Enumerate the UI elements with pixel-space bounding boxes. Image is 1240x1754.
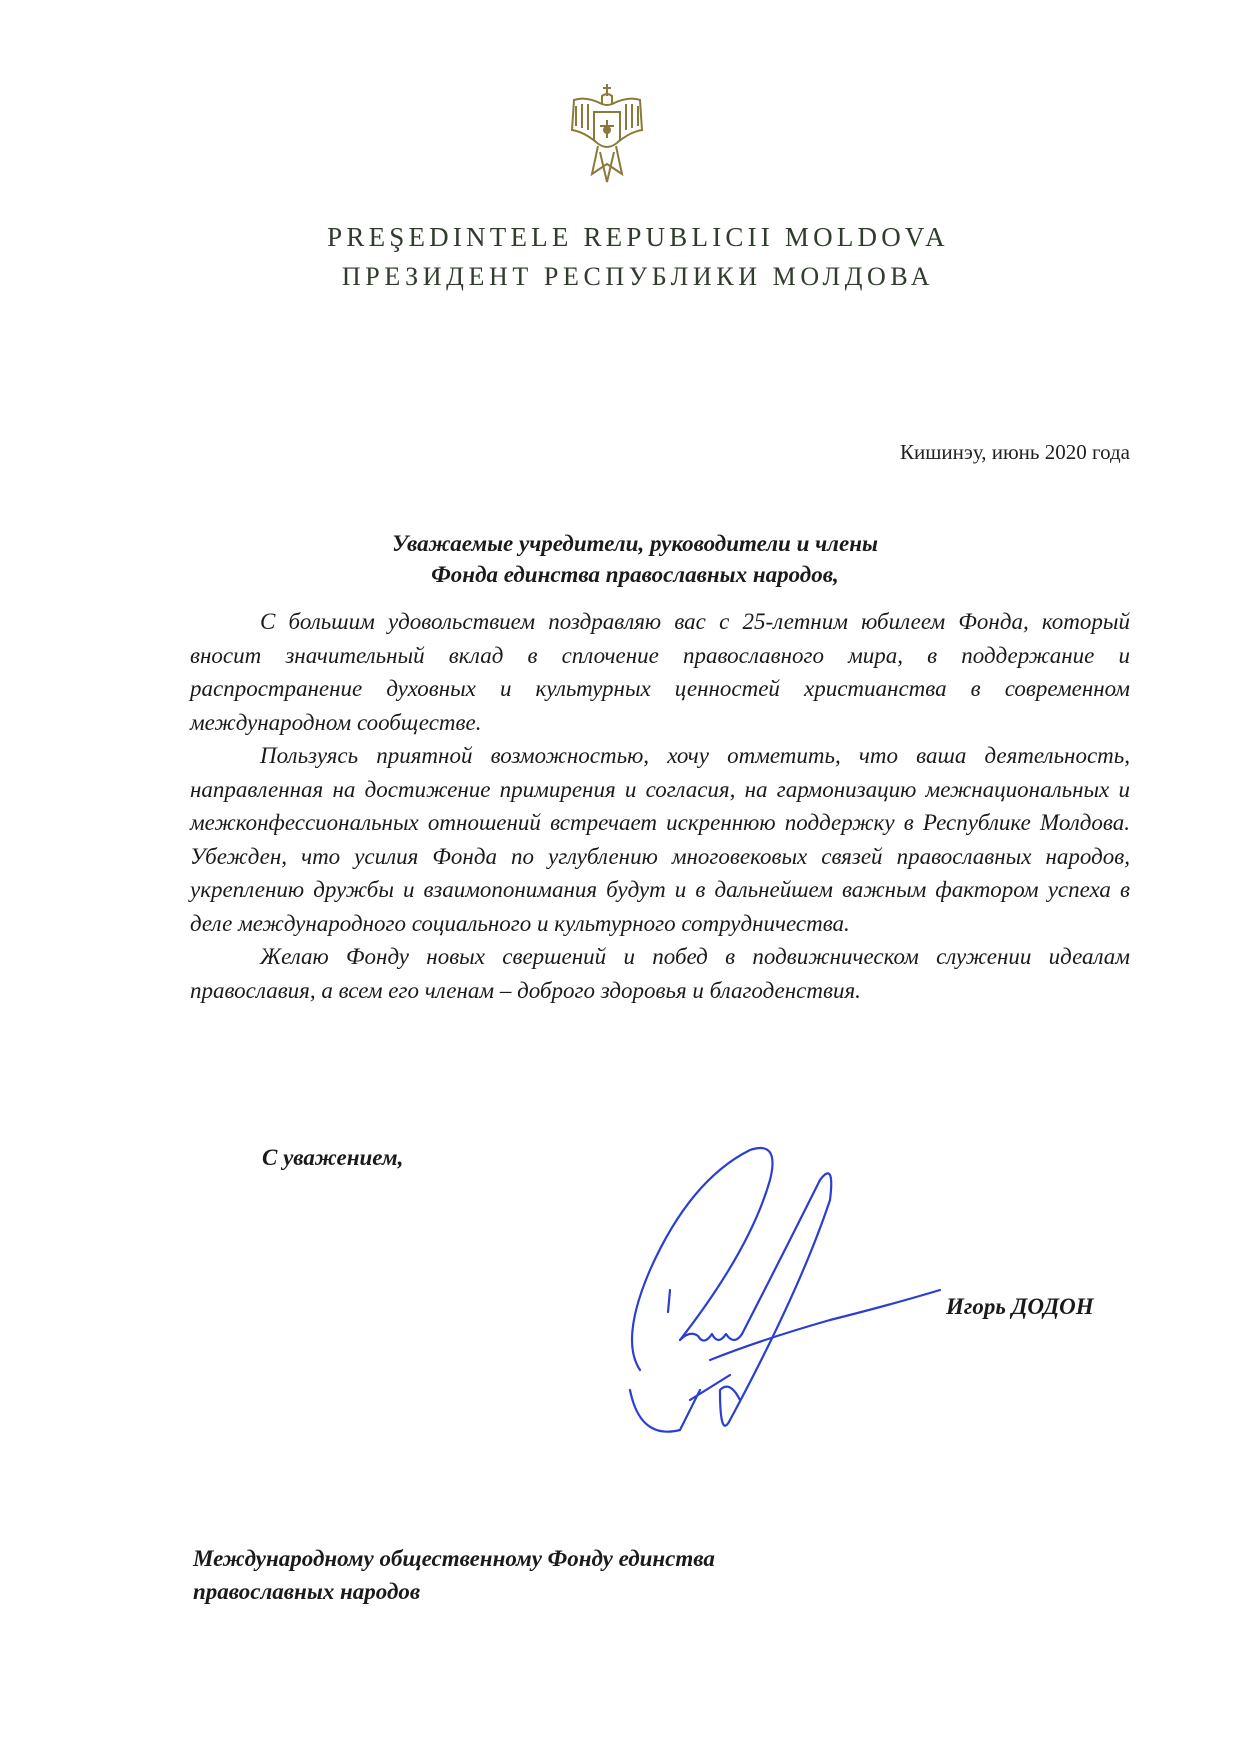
closing-phrase: С уважением,: [262, 1145, 404, 1170]
addressee: [193, 1542, 993, 1608]
salutation-line-2: Фонда единства православных народов,: [431, 562, 839, 587]
addressee-line-1: Международному общественному Фонду единства: [193, 1546, 715, 1571]
salutation-line-1: Уважаемые учредители, руководители и члены: [392, 531, 878, 556]
salutation: [15, 528, 1240, 590]
header-title-ro: PREŞEDINTELE REPUBLICII MOLDOVA: [327, 222, 949, 252]
signature-image: [620, 1140, 960, 1470]
letter-body: [190, 605, 1130, 1007]
coat-of-arms-icon: [566, 82, 648, 188]
body-paragraph: Пользуясь приятной возможностью, хочу отметить, что ваша деятельность, направленная на достижение примирения и согласия, на гармонизацию межнациональных и межконфессиональных отношений встречает искреннюю поддержку в Республике Молдова. Убежден, что усилия Фонда по углублению многовековых связей православных народов, укреплению дружбы и взаимопонимания будут и в дальнейшем важным фактором успеха в деле международного социального и культурного сотрудничества.: [190, 743, 1130, 936]
letter-date: Кишинэу, июнь 2020 года: [899, 440, 1130, 464]
body-paragraph: С большим удовольствием поздравляю вас с 25-летним юбилеем Фонда, который вносит значительный вклад в сплочение православного мира, в поддержание и распространение духовных и культурных ценностей христианства в современном международном сообществе.: [190, 609, 1130, 735]
addressee-line-2: православных народов: [193, 1579, 421, 1604]
signer-name: Игорь ДОДОН: [946, 1294, 1094, 1319]
body-paragraph: Желаю Фонду новых свершений и побед в подвижническом служении идеалам православия, а всем его членам – доброго здоровья и благоденствия.: [190, 944, 1130, 1003]
header-title-ru: ПРЕЗИДЕНТ РЕСПУБЛИКИ МОЛДОВА: [341, 262, 935, 291]
